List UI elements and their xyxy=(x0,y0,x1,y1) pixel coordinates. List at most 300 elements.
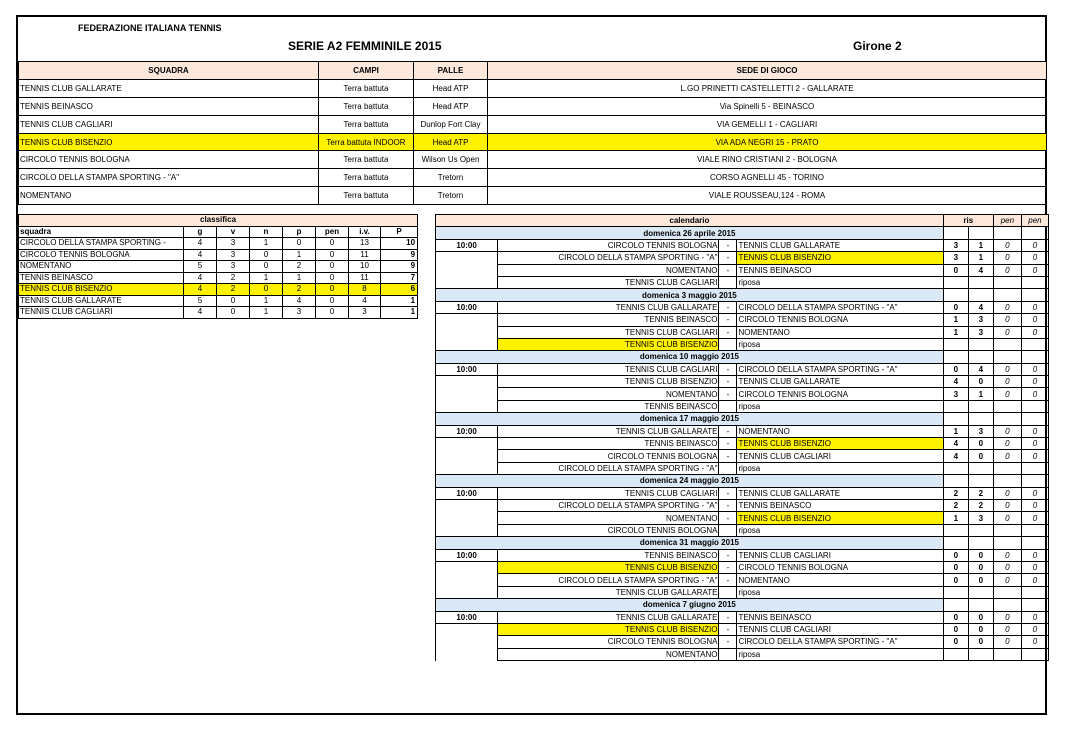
standings-points: 9 xyxy=(381,261,418,273)
empty-cell xyxy=(719,524,737,536)
empty-cell xyxy=(719,648,737,660)
standings-column-header: n xyxy=(250,226,283,238)
team-name: TENNIS CLUB BISENZIO xyxy=(19,133,319,151)
away-score: 4 xyxy=(968,301,993,313)
home-team: NOMENTANO xyxy=(498,512,719,524)
match-row xyxy=(436,314,1049,326)
standings-v: 2 xyxy=(217,284,250,296)
empty-cell xyxy=(436,276,498,288)
standings-pen: 0 xyxy=(316,238,349,250)
home-team: TENNIS CLUB GALLARATE xyxy=(498,611,719,623)
away-penalty: 0 xyxy=(1021,252,1048,264)
match-row xyxy=(436,549,1049,561)
field-type: Terra battuta xyxy=(319,97,414,115)
calendar-header-row xyxy=(436,215,1049,227)
home-penalty: 0 xyxy=(993,611,1021,623)
ball-brand: Head ATP xyxy=(414,133,488,151)
standings-g: 4 xyxy=(184,249,217,261)
away-score: 0 xyxy=(968,450,993,462)
empty-cell xyxy=(436,512,498,524)
standings-g: 4 xyxy=(184,284,217,296)
standings-team: TENNIS CLUB CAGLIARI xyxy=(19,307,184,319)
standings-iv: 4 xyxy=(349,295,381,307)
home-score: 0 xyxy=(943,611,968,623)
calendar-table xyxy=(435,214,1049,661)
standings-column-header: i.v. xyxy=(349,226,381,238)
empty-cell xyxy=(1021,599,1048,611)
standings-points: 9 xyxy=(381,249,418,261)
match-row xyxy=(436,388,1049,400)
empty-cell xyxy=(1021,413,1048,425)
empty-cell xyxy=(943,400,968,412)
empty-cell xyxy=(968,537,993,549)
match-row xyxy=(436,512,1049,524)
away-penalty: 0 xyxy=(1021,487,1048,499)
standings-team: TENNIS CLUB BISENZIO xyxy=(19,284,184,296)
away-team: TENNIS CLUB BISENZIO xyxy=(737,438,943,450)
home-penalty: 0 xyxy=(993,326,1021,338)
versus-dash: - xyxy=(719,425,737,437)
federation-name: FEDERAZIONE ITALIANA TENNIS xyxy=(78,23,222,33)
away-score: 0 xyxy=(968,549,993,561)
team-row xyxy=(19,169,1047,187)
team-row xyxy=(19,187,1047,205)
away-team: CIRCOLO TENNIS BOLOGNA xyxy=(737,314,943,326)
empty-cell xyxy=(719,462,737,474)
standings-v: 0 xyxy=(217,295,250,307)
standings-points: 7 xyxy=(381,272,418,284)
away-team: CIRCOLO DELLA STAMPA SPORTING - "A" xyxy=(737,636,943,648)
standings-column-header: pen xyxy=(316,226,349,238)
standings-team: CIRCOLO TENNIS BOLOGNA xyxy=(19,249,184,261)
away-penalty: 0 xyxy=(1021,363,1048,375)
home-score: 1 xyxy=(943,512,968,524)
away-score: 1 xyxy=(968,239,993,251)
away-score: 4 xyxy=(968,264,993,276)
round-date: domenica 10 maggio 2015 xyxy=(436,351,944,363)
away-score: 0 xyxy=(968,438,993,450)
standings-row xyxy=(19,295,418,307)
match-row xyxy=(436,636,1049,648)
empty-cell xyxy=(1021,586,1048,598)
round-date: domenica 7 giugno 2015 xyxy=(436,599,944,611)
match-row xyxy=(436,499,1049,511)
rest-row xyxy=(436,524,1049,536)
away-penalty: 0 xyxy=(1021,549,1048,561)
empty-cell xyxy=(436,338,498,350)
home-score: 1 xyxy=(943,326,968,338)
versus-dash: - xyxy=(719,376,737,388)
standings-column-header: squadra xyxy=(19,226,184,238)
away-team: TENNIS CLUB GALLARATE xyxy=(737,487,943,499)
match-row xyxy=(436,438,1049,450)
standings-points: 1 xyxy=(381,295,418,307)
home-penalty: 0 xyxy=(993,438,1021,450)
ball-brand: Head ATP xyxy=(414,97,488,115)
empty-cell xyxy=(1021,289,1048,301)
home-score: 3 xyxy=(943,239,968,251)
empty-cell xyxy=(436,450,498,462)
empty-cell xyxy=(993,475,1021,487)
empty-cell xyxy=(993,400,1021,412)
match-row xyxy=(436,363,1049,375)
away-penalty: 0 xyxy=(1021,499,1048,511)
home-score: 4 xyxy=(943,450,968,462)
teams-table xyxy=(18,61,1047,205)
team-name: CIRCOLO TENNIS BOLOGNA xyxy=(19,151,319,169)
resting-team: CIRCOLO DELLA STAMPA SPORTING - "A" xyxy=(498,462,719,474)
home-team: NOMENTANO xyxy=(498,388,719,400)
standings-iv: 13 xyxy=(349,238,381,250)
away-team: TENNIS BEINASCO xyxy=(737,499,943,511)
versus-dash: - xyxy=(719,561,737,573)
versus-dash: - xyxy=(719,611,737,623)
empty-cell xyxy=(993,338,1021,350)
standings-iv: 8 xyxy=(349,284,381,296)
standings-iv: 10 xyxy=(349,261,381,273)
empty-cell xyxy=(993,276,1021,288)
empty-cell xyxy=(993,351,1021,363)
empty-cell xyxy=(943,227,968,239)
empty-cell xyxy=(436,586,498,598)
away-score: 3 xyxy=(968,425,993,437)
field-type: Terra battuta xyxy=(319,115,414,133)
standings-pen: 0 xyxy=(316,295,349,307)
away-team: CIRCOLO DELLA STAMPA SPORTING - "A" xyxy=(737,363,943,375)
home-score: 0 xyxy=(943,636,968,648)
empty-cell xyxy=(436,648,498,660)
empty-cell xyxy=(943,586,968,598)
away-team: NOMENTANO xyxy=(737,425,943,437)
rest-row xyxy=(436,648,1049,660)
empty-cell xyxy=(993,524,1021,536)
round-date-row xyxy=(436,537,1049,549)
away-penalty: 0 xyxy=(1021,264,1048,276)
empty-cell xyxy=(968,400,993,412)
round-date: domenica 17 maggio 2015 xyxy=(436,413,944,425)
empty-cell xyxy=(993,289,1021,301)
venue-address: L.GO PRINETTI CASTELLETTI 2 - GALLARATE xyxy=(488,79,1047,97)
home-team: TENNIS CLUB BISENZIO xyxy=(498,376,719,388)
home-score: 0 xyxy=(943,264,968,276)
round-date-row xyxy=(436,413,1049,425)
empty-cell xyxy=(943,351,968,363)
venue-address: VIA GEMELLI 1 - CAGLIARI xyxy=(488,115,1047,133)
empty-cell xyxy=(436,574,498,586)
standings-p: 0 xyxy=(283,238,316,250)
away-score: 0 xyxy=(968,574,993,586)
empty-cell xyxy=(968,524,993,536)
home-score: 0 xyxy=(943,561,968,573)
away-team: CIRCOLO TENNIS BOLOGNA xyxy=(737,388,943,400)
standings-v: 3 xyxy=(217,238,250,250)
home-penalty: 0 xyxy=(993,388,1021,400)
empty-cell xyxy=(943,338,968,350)
home-score: 4 xyxy=(943,376,968,388)
empty-cell xyxy=(968,475,993,487)
away-team: TENNIS BEINASCO xyxy=(737,264,943,276)
team-name: TENNIS CLUB GALLARATE xyxy=(19,79,319,97)
empty-cell xyxy=(993,648,1021,660)
home-score: 0 xyxy=(943,623,968,635)
empty-cell xyxy=(436,326,498,338)
field-type: Terra battuta xyxy=(319,151,414,169)
home-penalty: 0 xyxy=(993,574,1021,586)
empty-cell xyxy=(943,289,968,301)
versus-dash: - xyxy=(719,549,737,561)
standings-column-header: g xyxy=(184,226,217,238)
away-team: TENNIS CLUB CAGLIARI xyxy=(737,450,943,462)
standings-row xyxy=(19,249,418,261)
empty-cell xyxy=(436,388,498,400)
empty-cell xyxy=(943,276,968,288)
empty-cell xyxy=(719,400,737,412)
home-score: 4 xyxy=(943,438,968,450)
home-penalty: 0 xyxy=(993,252,1021,264)
teams-header-row xyxy=(19,62,1047,80)
home-penalty: 0 xyxy=(993,499,1021,511)
team-header: SQUADRA xyxy=(19,62,319,80)
pen-header: pen xyxy=(993,215,1021,227)
standings-team: TENNIS CLUB GALLARATE xyxy=(19,295,184,307)
team-name: TENNIS CLUB CAGLIARI xyxy=(19,115,319,133)
home-score: 3 xyxy=(943,252,968,264)
standings-team: TENNIS BEINASCO xyxy=(19,272,184,284)
away-penalty: 0 xyxy=(1021,611,1048,623)
home-team: TENNIS CLUB GALLARATE xyxy=(498,425,719,437)
empty-cell xyxy=(436,376,498,388)
home-score: 0 xyxy=(943,574,968,586)
empty-cell xyxy=(968,338,993,350)
away-team: TENNIS CLUB CAGLIARI xyxy=(737,549,943,561)
round-date: domenica 3 maggio 2015 xyxy=(436,289,944,301)
home-team: TENNIS CLUB BISENZIO xyxy=(498,623,719,635)
empty-cell xyxy=(1021,524,1048,536)
empty-cell xyxy=(436,561,498,573)
rest-row xyxy=(436,462,1049,474)
versus-dash: - xyxy=(719,252,737,264)
empty-cell xyxy=(436,314,498,326)
standings-team: CIRCOLO DELLA STAMPA SPORTING - xyxy=(19,238,184,250)
standings-iv: 3 xyxy=(349,307,381,319)
ball-brand: Head ATP xyxy=(414,79,488,97)
empty-cell xyxy=(943,524,968,536)
empty-cell xyxy=(968,586,993,598)
standings-g: 4 xyxy=(184,307,217,319)
home-penalty: 0 xyxy=(993,376,1021,388)
empty-cell xyxy=(968,351,993,363)
standings-points: 6 xyxy=(381,284,418,296)
home-penalty: 0 xyxy=(993,314,1021,326)
match-time: 10:00 xyxy=(436,425,498,437)
standings-row xyxy=(19,284,418,296)
standings-n: 1 xyxy=(250,272,283,284)
home-penalty: 0 xyxy=(993,450,1021,462)
spreadsheet-page xyxy=(16,15,1047,715)
standings-title-row xyxy=(19,215,418,227)
standings-n: 0 xyxy=(250,249,283,261)
standings-column-header: P xyxy=(381,226,418,238)
venue-header: SEDE DI GIOCO xyxy=(488,62,1047,80)
away-score: 2 xyxy=(968,499,993,511)
venue-address: VIALE ROUSSEAU,124 - ROMA xyxy=(488,187,1047,205)
away-team: CIRCOLO DELLA STAMPA SPORTING - "A" xyxy=(737,301,943,313)
away-team: TENNIS CLUB BISENZIO xyxy=(737,252,943,264)
empty-cell xyxy=(1021,648,1048,660)
standings-n: 1 xyxy=(250,295,283,307)
empty-cell xyxy=(968,276,993,288)
rest-row xyxy=(436,276,1049,288)
away-team: NOMENTANO xyxy=(737,574,943,586)
versus-dash: - xyxy=(719,623,737,635)
empty-cell xyxy=(943,462,968,474)
away-penalty: 0 xyxy=(1021,438,1048,450)
away-team: NOMENTANO xyxy=(737,326,943,338)
home-team: TENNIS CLUB CAGLIARI xyxy=(498,363,719,375)
rest-label: riposa xyxy=(737,276,943,288)
empty-cell xyxy=(436,636,498,648)
home-team: TENNIS CLUB CAGLIARI xyxy=(498,326,719,338)
venue-address: CORSO AGNELLI 45 - TORINO xyxy=(488,169,1047,187)
match-row xyxy=(436,623,1049,635)
standings-team: NOMENTANO xyxy=(19,261,184,273)
empty-cell xyxy=(943,475,968,487)
standings-pen: 0 xyxy=(316,261,349,273)
rest-row xyxy=(436,338,1049,350)
empty-cell xyxy=(993,413,1021,425)
round-date-row xyxy=(436,599,1049,611)
standings-iv: 11 xyxy=(349,249,381,261)
empty-cell xyxy=(436,524,498,536)
away-score: 0 xyxy=(968,623,993,635)
away-penalty: 0 xyxy=(1021,314,1048,326)
result-header: ris xyxy=(943,215,993,227)
away-score: 2 xyxy=(968,487,993,499)
team-row xyxy=(19,97,1047,115)
home-penalty: 0 xyxy=(993,487,1021,499)
standings-table xyxy=(18,214,418,319)
home-penalty: 0 xyxy=(993,561,1021,573)
away-score: 1 xyxy=(968,388,993,400)
match-row xyxy=(436,326,1049,338)
empty-cell xyxy=(968,289,993,301)
round-date: domenica 26 aprile 2015 xyxy=(436,227,944,239)
league-title: SERIE A2 FEMMINILE 2015 xyxy=(288,39,442,53)
team-row xyxy=(19,79,1047,97)
match-row xyxy=(436,611,1049,623)
away-score: 0 xyxy=(968,376,993,388)
standings-points: 10 xyxy=(381,238,418,250)
versus-dash: - xyxy=(719,450,737,462)
team-name: TENNIS BEINASCO xyxy=(19,97,319,115)
home-team: NOMENTANO xyxy=(498,264,719,276)
match-time: 10:00 xyxy=(436,301,498,313)
resting-team: TENNIS CLUB BISENZIO xyxy=(498,338,719,350)
match-time: 10:00 xyxy=(436,363,498,375)
rest-label: riposa xyxy=(737,648,943,660)
match-row xyxy=(436,301,1049,313)
empty-cell xyxy=(436,623,498,635)
standings-n: 1 xyxy=(250,238,283,250)
standings-v: 3 xyxy=(217,249,250,261)
home-team: CIRCOLO DELLA STAMPA SPORTING - "A" xyxy=(498,574,719,586)
home-team: TENNIS BEINASCO xyxy=(498,549,719,561)
resting-team: TENNIS CLUB CAGLIARI xyxy=(498,276,719,288)
empty-cell xyxy=(436,264,498,276)
round-date-row xyxy=(436,475,1049,487)
empty-cell xyxy=(943,599,968,611)
standings-g: 5 xyxy=(184,295,217,307)
round-date: domenica 24 maggio 2015 xyxy=(436,475,944,487)
standings-p: 1 xyxy=(283,249,316,261)
away-score: 3 xyxy=(968,314,993,326)
standings-iv: 11 xyxy=(349,272,381,284)
home-score: 1 xyxy=(943,425,968,437)
away-score: 0 xyxy=(968,611,993,623)
away-score: 1 xyxy=(968,252,993,264)
versus-dash: - xyxy=(719,499,737,511)
empty-cell xyxy=(993,462,1021,474)
away-penalty: 0 xyxy=(1021,636,1048,648)
home-penalty: 0 xyxy=(993,549,1021,561)
rest-label: riposa xyxy=(737,524,943,536)
versus-dash: - xyxy=(719,239,737,251)
standings-row xyxy=(19,261,418,273)
rest-label: riposa xyxy=(737,586,943,598)
standings-v: 0 xyxy=(217,307,250,319)
empty-cell xyxy=(436,499,498,511)
home-team: TENNIS CLUB CAGLIARI xyxy=(498,487,719,499)
standings-p: 1 xyxy=(283,272,316,284)
match-row xyxy=(436,450,1049,462)
standings-v: 2 xyxy=(217,272,250,284)
empty-cell xyxy=(436,400,498,412)
away-penalty: 0 xyxy=(1021,512,1048,524)
home-penalty: 0 xyxy=(993,636,1021,648)
home-penalty: 0 xyxy=(993,301,1021,313)
group-label: Girone 2 xyxy=(853,39,902,53)
ball-brand: Tretorn xyxy=(414,169,488,187)
resting-team: TENNIS BEINASCO xyxy=(498,400,719,412)
home-penalty: 0 xyxy=(993,363,1021,375)
standings-title: classifica xyxy=(19,215,418,227)
standings-n: 0 xyxy=(250,284,283,296)
empty-cell xyxy=(1021,351,1048,363)
empty-cell xyxy=(993,599,1021,611)
home-score: 0 xyxy=(943,301,968,313)
home-team: CIRCOLO TENNIS BOLOGNA xyxy=(498,636,719,648)
away-score: 0 xyxy=(968,636,993,648)
rest-label: riposa xyxy=(737,338,943,350)
balls-header: PALLE xyxy=(414,62,488,80)
away-penalty: 0 xyxy=(1021,450,1048,462)
home-team: CIRCOLO DELLA STAMPA SPORTING - "A" xyxy=(498,252,719,264)
rest-row xyxy=(436,586,1049,598)
home-score: 1 xyxy=(943,314,968,326)
empty-cell xyxy=(1021,227,1048,239)
versus-dash: - xyxy=(719,314,737,326)
versus-dash: - xyxy=(719,264,737,276)
home-score: 3 xyxy=(943,388,968,400)
away-penalty: 0 xyxy=(1021,239,1048,251)
match-time: 10:00 xyxy=(436,487,498,499)
calendar-title: calendario xyxy=(436,215,944,227)
match-row xyxy=(436,239,1049,251)
away-penalty: 0 xyxy=(1021,623,1048,635)
home-team: TENNIS CLUB GALLARATE xyxy=(498,301,719,313)
away-penalty: 0 xyxy=(1021,388,1048,400)
home-penalty: 0 xyxy=(993,512,1021,524)
